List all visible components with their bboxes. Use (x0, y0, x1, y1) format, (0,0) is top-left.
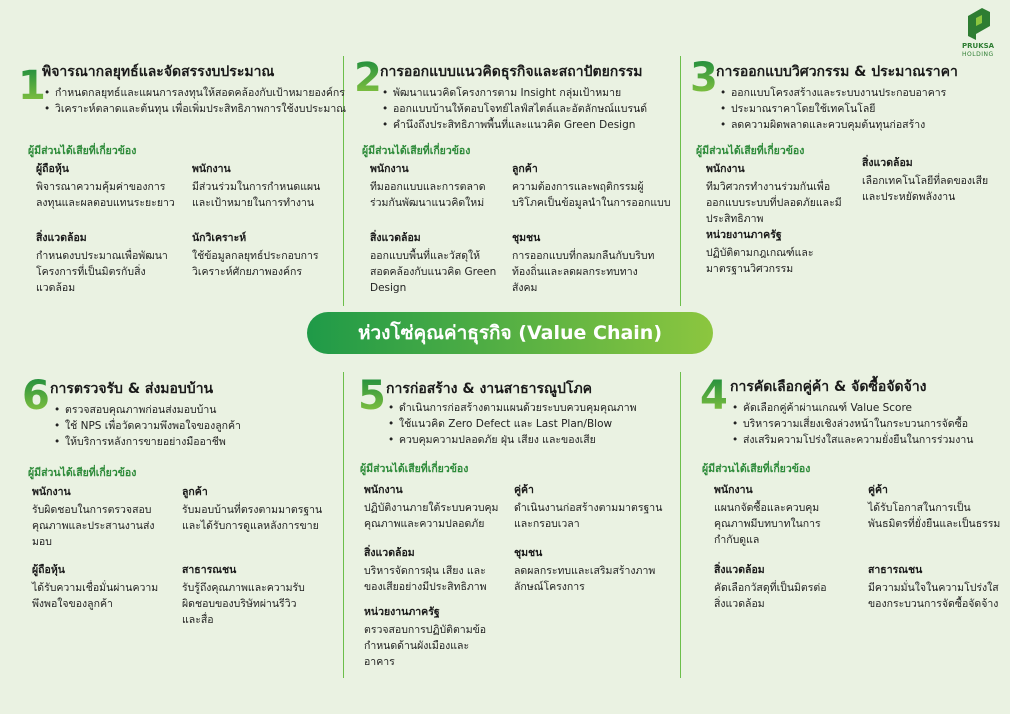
pruksa-logo-icon (968, 8, 990, 40)
stakeholder-title: นักวิเคราะห์ (192, 232, 247, 244)
stakeholder-desc: ความต้องการและพฤติกรรมผู้บริโภคเป็นข้อมูลนำในการออกแบบ (512, 181, 671, 209)
section-number: 4 (700, 373, 728, 419)
stakeholder-heading: ผู้มีส่วนได้เสียที่เกี่ยวข้อง (696, 145, 805, 157)
stakeholder-desc: พิจารณาความคุ้มค่าของการลงทุนและผลตอบแทนระยะยาว (36, 181, 175, 209)
stakeholder-desc: ทีมออกแบบและการตลาดร่วมกันพัฒนาแนวคิดใหม่ (370, 181, 486, 209)
stakeholder-title: หน่วยงานภาครัฐ (706, 229, 782, 241)
stakeholder-group (36, 230, 182, 296)
divider-2-3 (680, 56, 681, 306)
stakeholder-title: คู่ค้า (868, 484, 888, 496)
stakeholder-group (512, 230, 660, 296)
value-chain-banner: ห่วงโซ่คุณค่าธุรกิจ (Value Chain) (307, 312, 713, 354)
stakeholder-title: ลูกค้า (182, 486, 208, 498)
stakeholder-title: สิ่งแวดล้อม (370, 232, 421, 244)
stakeholder-title: ชุมชน (514, 547, 543, 559)
stakeholder-group (32, 484, 167, 550)
section-number: 3 (690, 55, 718, 101)
stakeholder-group (192, 161, 332, 211)
stakeholder-desc: ตรวจสอบการปฏิบัติตามข้อกำหนดด้านผังเมืองและอาคาร (364, 624, 487, 668)
section-bullets (732, 400, 973, 448)
stakeholder-desc: เลือกเทคโนโลยีที่ลดของเสียและประหยัดพลังงาน (862, 175, 989, 203)
stakeholder-title: สิ่งแวดล้อม (714, 564, 765, 576)
stakeholder-group (514, 482, 664, 532)
bullet: • ใช้ NPS เพื่อวัดความพึงพอใจของลูกค้า (54, 418, 241, 434)
section-bullets (388, 400, 637, 448)
stakeholder-group (364, 604, 496, 670)
section-number: 1 (18, 63, 46, 109)
stakeholder-group (364, 545, 492, 595)
bullet: • ให้บริการหลังการขายอย่างมืออาชีพ (54, 434, 241, 450)
section-bullets (720, 85, 946, 133)
stakeholder-desc: บริหารจัดการฝุ่น เสียง และของเสียอย่างมีประสิทธิภาพ (364, 565, 487, 593)
stakeholder-title: สาธารณชน (182, 564, 237, 576)
stakeholder-group (182, 484, 327, 534)
divider-5-4 (680, 372, 681, 678)
stakeholder-desc: มีความมั่นใจในความโปร่งใสของกระบวนการจัดซื้อจัดจ้าง (868, 582, 999, 610)
stakeholder-desc: ปฏิบัติตามกฎเกณฑ์และมาตรฐานวิศวกรรม (706, 247, 814, 275)
stakeholder-title: พนักงาน (32, 486, 71, 498)
stakeholder-desc: ได้รับโอกาสในการเป็นพันธมิตรที่ยั่งยืนและเป็นธรรม (868, 502, 1001, 530)
section-number: 6 (22, 373, 50, 419)
bullet: • ออกแบบโครงสร้างและระบบงานประกอบอาคาร (720, 85, 946, 101)
stakeholder-group (36, 161, 182, 211)
stakeholder-heading: ผู้มีส่วนได้เสียที่เกี่ยวข้อง (702, 463, 811, 475)
section-bullets (382, 85, 647, 133)
stakeholder-title: สาธารณชน (868, 564, 923, 576)
stakeholder-group (364, 482, 502, 532)
stakeholder-group (868, 562, 1008, 612)
section-title: การตรวจรับ & ส่งมอบบ้าน (50, 381, 214, 397)
stakeholder-group (706, 161, 848, 227)
stakeholder-title: สิ่งแวดล้อม (364, 547, 415, 559)
stakeholder-group (32, 562, 167, 612)
logo-name: PRUKSA (962, 42, 995, 50)
bullet: • คัดเลือกคู่ค้าผ่านเกณฑ์ Value Score (732, 400, 973, 416)
bullet: • ตรวจสอบคุณภาพก่อนส่งมอบบ้าน (54, 402, 241, 418)
stakeholder-desc: มีส่วนร่วมในการกำหนดแผนและเป้าหมายในการทำงาน (192, 181, 321, 209)
stakeholder-heading: ผู้มีส่วนได้เสียที่เกี่ยวข้อง (362, 145, 471, 157)
stakeholder-desc: ได้รับความเชื่อมั่นผ่านความพึงพอใจของลูกค้า (32, 582, 159, 610)
stakeholder-title: สิ่งแวดล้อม (36, 232, 87, 244)
divider-6-5 (343, 372, 344, 678)
bullet: • ดำเนินการก่อสร้างตามแผนด้วยระบบควบคุมคุณภาพ (388, 400, 637, 416)
stakeholder-group (512, 161, 672, 211)
bullet: • ประมาณราคาโดยใช้เทคโนโลยี (720, 101, 946, 117)
stakeholder-group (370, 161, 500, 211)
bullet: • ส่งเสริมความโปร่งใสและความยั่งยืนในการร่วมงาน (732, 432, 973, 448)
stakeholder-desc: ดำเนินงานก่อสร้างตามมาตรฐานและกรอบเวลา (514, 502, 663, 530)
stakeholder-title: ชุมชน (512, 232, 541, 244)
bullet: • ใช้แนวคิด Zero Defect และ Last Plan/Blow (388, 416, 637, 432)
stakeholder-desc: รับผิดชอบในการตรวจสอบคุณภาพและประสานงานส่งมอบ (32, 504, 155, 548)
stakeholder-desc: การออกแบบที่กลมกลืนกับบริบทท้องถิ่นและลดผลกระทบทางสังคม (512, 250, 655, 294)
stakeholder-desc: ลดผลกระทบและเสริมสร้างภาพลักษณ์โครงการ (514, 565, 656, 593)
stakeholder-desc: รับรู้ถึงคุณภาพและความรับผิดชอบของบริษัทผ่านรีวิวและสื่อ (182, 582, 305, 626)
stakeholder-desc: ทีมวิศวกรทำงานร่วมกันเพื่อออกแบบระบบที่ปลอดภัยและมีประสิทธิภาพ (706, 181, 842, 225)
stakeholder-group (862, 155, 1002, 205)
section-title: การคัดเลือกคู่ค้า & จัดซื้อจัดจ้าง (730, 379, 927, 395)
section-title: การออกแบบแนวคิดธุรกิจและสถาปัตยกรรม (380, 64, 643, 80)
section-title: การออกแบบวิศวกรรม & ประมาณราคา (716, 64, 958, 80)
stakeholder-desc: รับมอบบ้านที่ตรงตามมาตรฐานและได้รับการดูแลหลังการขาย (182, 504, 323, 532)
stakeholder-desc: ใช้ข้อมูลกลยุทธ์ประกอบการวิเคราะห์ศักยภาพองค์กร (192, 250, 319, 278)
stakeholder-group (714, 482, 844, 548)
bullet: • พัฒนาแนวคิดโครงการตาม Insight กลุ่มเป้าหมาย (382, 85, 647, 101)
stakeholder-group (714, 562, 834, 612)
stakeholder-group (182, 562, 307, 628)
stakeholder-group (192, 230, 332, 280)
bullet: • ลดความผิดพลาดและควบคุมต้นทุนก่อสร้าง (720, 117, 946, 133)
stakeholder-desc: แผนกจัดซื้อและควบคุมคุณภาพมีบทบาทในการกำกับดูแล (714, 502, 821, 546)
stakeholder-desc: ออกแบบพื้นที่และวัสดุให้สอดคล้องกับแนวคิด Green Design (370, 250, 497, 294)
section-bullets (54, 402, 241, 450)
section-title: การก่อสร้าง & งานสาธารณูปโภค (386, 381, 593, 397)
section-number: 5 (358, 373, 386, 419)
section-title: พิจารณากลยุทธ์และจัดสรรงบประมาณ (42, 64, 275, 80)
stakeholder-desc: กำหนดงบประมาณเพื่อพัฒนาโครงการที่เป็นมิตรกับสิ่งแวดล้อม (36, 250, 168, 294)
section-number: 2 (354, 55, 382, 101)
stakeholder-title: พนักงาน (370, 163, 409, 175)
bullet: • บริหารความเสี่ยงเชิงล่วงหน้าในกระบวนการจัดซื้อ (732, 416, 973, 432)
stakeholder-title: คู่ค้า (514, 484, 534, 496)
stakeholder-heading: ผู้มีส่วนได้เสียที่เกี่ยวข้อง (28, 467, 137, 479)
bullet: • ออกแบบบ้านให้ตอบโจทย์ไลฟ์สไตล์และอัตลักษณ์แบรนด์ (382, 101, 647, 117)
stakeholder-group (370, 230, 502, 296)
stakeholder-desc: คัดเลือกวัสดุที่เป็นมิตรต่อสิ่งแวดล้อม (714, 582, 827, 610)
stakeholder-group (706, 227, 848, 277)
stakeholder-title: พนักงาน (192, 163, 231, 175)
section-bullets (44, 85, 346, 117)
logo-subtitle: HOLDING (962, 51, 994, 58)
bullet: • คำนึงถึงประสิทธิภาพพื้นที่และแนวคิด Green Design (382, 117, 647, 133)
stakeholder-title: สิ่งแวดล้อม (862, 157, 913, 169)
stakeholder-desc: ปฏิบัติงานภายใต้ระบบควบคุมคุณภาพและความปลอดภัย (364, 502, 499, 530)
stakeholder-title: หน่วยงานภาครัฐ (364, 606, 440, 618)
stakeholder-title: ผู้ถือหุ้น (32, 564, 65, 576)
bullet: • ควบคุมความปลอดภัย ฝุ่น เสียง และของเสีย (388, 432, 637, 448)
stakeholder-heading: ผู้มีส่วนได้เสียที่เกี่ยวข้อง (28, 145, 137, 157)
stakeholder-heading: ผู้มีส่วนได้เสียที่เกี่ยวข้อง (360, 463, 469, 475)
bullet: • วิเคราะห์ตลาดและต้นทุน เพื่อเพิ่มประสิทธิภาพการใช้งบประมาณ (44, 101, 346, 117)
bullet: • กำหนดกลยุทธ์และแผนการลงทุนให้สอดคล้องกับเป้าหมายองค์กร (44, 85, 346, 101)
stakeholder-group (868, 482, 1008, 532)
stakeholder-title: พนักงาน (364, 484, 403, 496)
stakeholder-title: พนักงาน (714, 484, 753, 496)
stakeholder-title: ผู้ถือหุ้น (36, 163, 69, 175)
stakeholder-title: ลูกค้า (512, 163, 538, 175)
stakeholder-title: พนักงาน (706, 163, 745, 175)
stakeholder-group (514, 545, 664, 595)
